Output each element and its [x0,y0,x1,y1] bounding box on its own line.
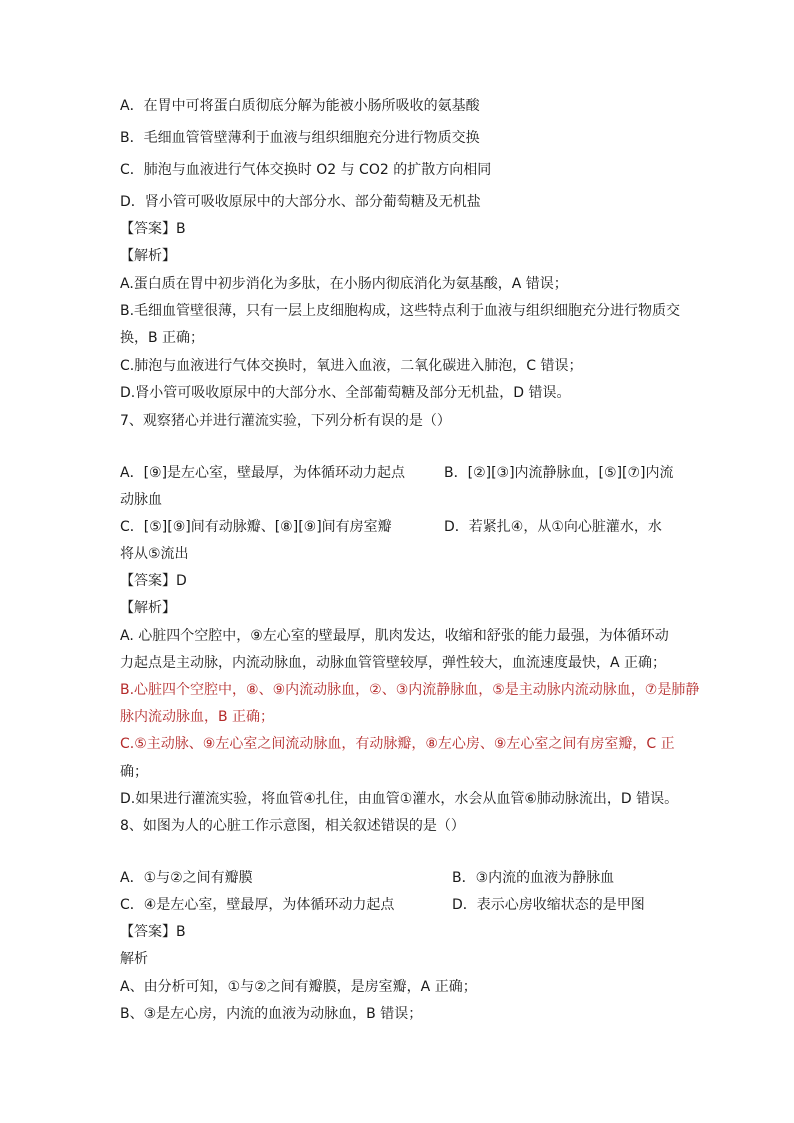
q7-stem: 7、观察猪心并进行灌流实验，下列分析有误的是（） [120,413,451,429]
q7-answer: 【答案】D [120,573,187,589]
q8-option-a: A．①与②之间有瓣膜 [120,870,253,886]
q6-option-b: B．毛细血管管壁薄利于血液与组织细胞充分进行物质交换 [120,130,480,146]
q7-option-b-cont: 动脉血 [120,492,162,508]
q8-analysis-line: A、由分析可知，①与②之间有瓣膜，是房室瓣，A 正确； [120,979,477,995]
q7-option-d-cont: 将从⑤流出 [120,546,189,562]
q8-option-b: B．③内流的血液为静脉血 [452,870,615,886]
q7-analysis-highlight: 脉内流动脉血，B 正确； [120,709,275,725]
q8-option-c: C．④是左心室，壁最厚，为体循环动力起点 [120,897,395,913]
q7-option-b: B．[②][③]内流静脉血，[⑤][⑦]内流 [444,465,674,481]
q8-answer: 【答案】B [120,924,186,940]
q7-analysis-highlight: C.⑤主动脉、⑨左心室之间流动脉血，有动脉瓣，⑧左心房、⑨左心室之间有房室瓣，C 正 [120,736,675,752]
q7-option-c: C．[⑤][⑨]间有动脉瓣、[⑧][⑨]间有房室瓣 [120,519,392,535]
q6-analysis-line: D.肾小管可吸收原尿中的大部分水、全部葡萄糖及部分无机盐，D 错误。 [120,385,571,401]
q8-analysis-line: B、③是左心房，内流的血液为动脉血，B 错误； [120,1006,423,1022]
q7-analysis-line: A. 心脏四个空腔中，⑨左心室的壁最厚，肌肉发达，收缩和舒张的能力最强，为体循环动 [120,628,669,644]
q7-analysis-line: D.如果进行灌流实验，将血管④扎住，由血管①灌水，水会从血管⑥肺动脉流出，D 错误。 [120,791,679,807]
q6-analysis-line: 换，B 正确； [120,330,205,346]
q7-analysis-label: 【解析】 [120,600,176,616]
q6-analysis-label: 【解析】 [120,248,176,264]
q7-option-d: D．若紧扎④，从①向心脏灌水，水 [444,519,662,535]
q7-analysis-line: 力起点是主动脉，内流动脉血，动脉血管管壁较厚，弹性较大，血流速度最快，A 正确； [120,655,667,671]
q8-option-d: D．表示心房收缩状态的是甲图 [452,897,645,913]
q6-analysis-line: A.蛋白质在胃中初步消化为多肽，在小肠内彻底消化为氨基酸，A 错误； [120,276,568,292]
q7-analysis-highlight: B.心脏四个空腔中，⑧、⑨内流动脉血，②、③内流静脉血，⑤是主动脉内流动脉血，⑦是肺静 [120,682,700,698]
q6-analysis-line: B.毛细血管壁很薄，只有一层上皮细胞构成，这些特点利于血液与组织细胞充分进行物质交 [120,303,681,319]
q8-analysis-label: 解析 [120,951,148,967]
q6-analysis-line: C.肺泡与血液进行气体交换时，氧进入血液，二氧化碳进入肺泡，C 错误； [120,358,583,374]
q6-option-a: A．在胃中可将蛋白质彻底分解为能被小肠所吸收的氨基酸 [120,98,480,114]
q6-option-c: C．肺泡与血液进行气体交换时 O2 与 CO2 的扩散方向相同 [120,162,492,178]
q7-option-a: A．[⑨]是左心室，壁最厚，为体循环动力起点 [120,465,406,481]
q7-analysis-line: 确； [120,764,148,780]
q6-answer: 【答案】B [120,221,186,237]
q6-option-d: D．肾小管可吸收原尿中的大部分水、部分葡萄糖及无机盐 [120,194,481,210]
q8-stem: 8、如图为人的心脏工作示意图，相关叙述错误的是（） [120,818,465,834]
